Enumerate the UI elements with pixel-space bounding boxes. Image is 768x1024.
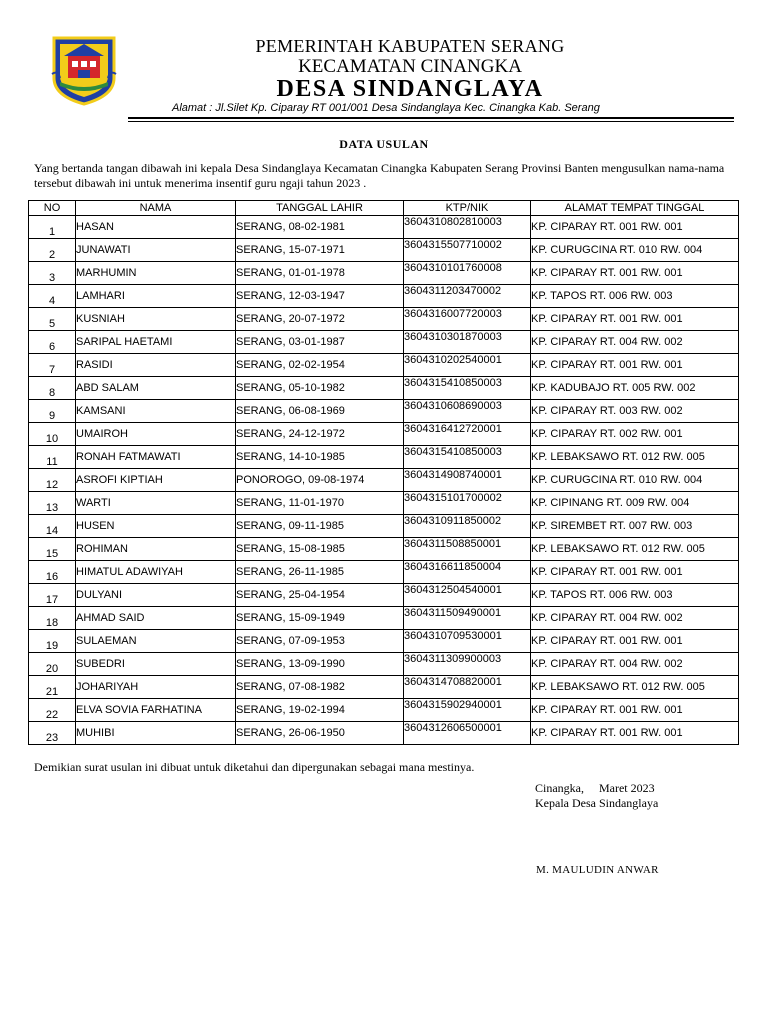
header-address: Alamat : Jl.Silet Kp. Ciparay RT 001/001 Desa Sindanglaya Kec. Cinangka Kab. Serang xyxy=(172,102,600,114)
cell-tanggal-lahir: SERANG, 19-02-1994 xyxy=(236,699,404,722)
document-title: DATA USULAN xyxy=(339,137,429,151)
signature-place-date: Cinangka, Maret 2023 xyxy=(535,781,655,795)
column-header-ktp-nik: KTP/NIK xyxy=(404,201,531,216)
cell-nama: ROHIMAN xyxy=(76,538,236,561)
table-row xyxy=(29,377,739,400)
cell-tanggal-lahir: SERANG, 25-04-1954 xyxy=(236,584,404,607)
table-row xyxy=(29,469,739,492)
column-header-nama: NAMA xyxy=(76,201,236,216)
cell-no: 18 xyxy=(29,607,76,630)
table-row xyxy=(29,699,739,722)
cell-no: 5 xyxy=(29,308,76,331)
cell-ktp-nik: 3604311203470002 xyxy=(404,285,531,308)
cell-nama: ELVA SOVIA FARHATINA xyxy=(76,699,236,722)
cell-tanggal-lahir: SERANG, 26-06-1950 xyxy=(236,722,404,745)
table-row xyxy=(29,423,739,446)
cell-nama: LAMHARI xyxy=(76,285,236,308)
cell-nama: HIMATUL ADAWIYAH xyxy=(76,561,236,584)
cell-ktp-nik: 3604315101700002 xyxy=(404,492,531,515)
table-row xyxy=(29,216,739,239)
cell-alamat: KP. CIPARAY RT. 001 RW. 001 xyxy=(531,354,739,377)
cell-no: 22 xyxy=(29,699,76,722)
table-row xyxy=(29,676,739,699)
cell-tanggal-lahir: SERANG, 15-09-1949 xyxy=(236,607,404,630)
column-header-alamat: ALAMAT TEMPAT TINGGAL xyxy=(531,201,739,216)
cell-alamat: KP. CIPINANG RT. 009 RW. 004 xyxy=(531,492,739,515)
cell-no: 13 xyxy=(29,492,76,515)
cell-no: 8 xyxy=(29,377,76,400)
signature-block xyxy=(535,781,658,811)
cell-no: 4 xyxy=(29,285,76,308)
recipient-table xyxy=(28,200,739,745)
cell-alamat: KP. CIPARAY RT. 001 RW. 001 xyxy=(531,630,739,653)
cell-nama: RONAH FATMAWATI xyxy=(76,446,236,469)
cell-nama: SULAEMAN xyxy=(76,630,236,653)
table-row xyxy=(29,239,739,262)
cell-no: 10 xyxy=(29,423,76,446)
cell-nama: KAMSANI xyxy=(76,400,236,423)
cell-no: 6 xyxy=(29,331,76,354)
regency-crest-icon xyxy=(48,34,120,106)
cell-nama: RASIDI xyxy=(76,354,236,377)
cell-tanggal-lahir: SERANG, 14-10-1985 xyxy=(236,446,404,469)
cell-nama: MARHUMIN xyxy=(76,262,236,285)
cell-nama: DULYANI xyxy=(76,584,236,607)
header-divider-thin xyxy=(128,121,734,122)
cell-tanggal-lahir: SERANG, 11-01-1970 xyxy=(236,492,404,515)
cell-tanggal-lahir: SERANG, 06-08-1969 xyxy=(236,400,404,423)
cell-no: 23 xyxy=(29,722,76,745)
cell-ktp-nik: 3604312606500001 xyxy=(404,722,531,745)
cell-nama: HUSEN xyxy=(76,515,236,538)
cell-nama: WARTI xyxy=(76,492,236,515)
cell-no: 11 xyxy=(29,446,76,469)
cell-tanggal-lahir: SERANG, 09-11-1985 xyxy=(236,515,404,538)
cell-ktp-nik: 3604315507710002 xyxy=(404,239,531,262)
table-row xyxy=(29,538,739,561)
cell-ktp-nik: 3604310802810003 xyxy=(404,216,531,239)
cell-ktp-nik: 3604312504540001 xyxy=(404,584,531,607)
cell-nama: ASROFI KIPTIAH xyxy=(76,469,236,492)
cell-ktp-nik: 3604316007720003 xyxy=(404,308,531,331)
cell-ktp-nik: 3604314708820001 xyxy=(404,676,531,699)
column-header-tanggal-lahir: TANGGAL LAHIR xyxy=(236,201,404,216)
cell-no: 20 xyxy=(29,653,76,676)
cell-ktp-nik: 3604316611850004 xyxy=(404,561,531,584)
table-row xyxy=(29,492,739,515)
cell-alamat: KP. CIPARAY RT. 001 RW. 001 xyxy=(531,262,739,285)
header-district-line: KECAMATAN CINANGKA xyxy=(298,56,522,77)
cell-alamat: KP. CIPARAY RT. 001 RW. 001 xyxy=(531,308,739,331)
table-row xyxy=(29,630,739,653)
cell-no: 21 xyxy=(29,676,76,699)
cell-alamat: KP. CIPARAY RT. 002 RW. 001 xyxy=(531,423,739,446)
table-header-row xyxy=(29,201,739,216)
cell-no: 19 xyxy=(29,630,76,653)
cell-nama: AHMAD SAID xyxy=(76,607,236,630)
cell-nama: SARIPAL HAETAMI xyxy=(76,331,236,354)
header-divider xyxy=(128,117,734,119)
cell-nama: KUSNIAH xyxy=(76,308,236,331)
cell-alamat: KP. CURUGCINA RT. 010 RW. 004 xyxy=(531,239,739,262)
signer-name: M. MAULUDIN ANWAR xyxy=(536,864,659,876)
cell-tanggal-lahir: PONOROGO, 09-08-1974 xyxy=(236,469,404,492)
table-row xyxy=(29,561,739,584)
signature-position: Kepala Desa Sindanglaya xyxy=(535,796,659,810)
header-village-line: DESA SINDANGLAYA xyxy=(276,76,544,102)
cell-alamat: KP. SIREMBET RT. 007 RW. 003 xyxy=(531,515,739,538)
cell-ktp-nik: 3604315902940001 xyxy=(404,699,531,722)
cell-no: 17 xyxy=(29,584,76,607)
cell-tanggal-lahir: SERANG, 12-03-1947 xyxy=(236,285,404,308)
table-row xyxy=(29,400,739,423)
cell-nama: ABD SALAM xyxy=(76,377,236,400)
cell-alamat: KP. KADUBAJO RT. 005 RW. 002 xyxy=(531,377,739,400)
cell-alamat: KP. CIPARAY RT. 001 RW. 001 xyxy=(531,216,739,239)
cell-ktp-nik: 3604314908740001 xyxy=(404,469,531,492)
cell-tanggal-lahir: SERANG, 07-09-1953 xyxy=(236,630,404,653)
cell-alamat: KP. TAPOS RT. 006 RW. 003 xyxy=(531,285,739,308)
cell-tanggal-lahir: SERANG, 02-02-1954 xyxy=(236,354,404,377)
cell-no: 7 xyxy=(29,354,76,377)
cell-tanggal-lahir: SERANG, 13-09-1990 xyxy=(236,653,404,676)
cell-nama: HASAN xyxy=(76,216,236,239)
cell-alamat: KP. LEBAKSAWO RT. 012 RW. 005 xyxy=(531,538,739,561)
cell-ktp-nik: 3604311309900003 xyxy=(404,653,531,676)
cell-ktp-nik: 3604311509490001 xyxy=(404,607,531,630)
column-header-no: NO xyxy=(29,201,76,216)
cell-no: 1 xyxy=(29,216,76,239)
cell-ktp-nik: 3604310301870003 xyxy=(404,331,531,354)
cell-tanggal-lahir: SERANG, 24-12-1972 xyxy=(236,423,404,446)
cell-alamat: KP. CIPARAY RT. 004 RW. 002 xyxy=(531,653,739,676)
cell-ktp-nik: 3604310911850002 xyxy=(404,515,531,538)
cell-alamat: KP. LEBAKSAWO RT. 012 RW. 005 xyxy=(531,446,739,469)
table-body xyxy=(29,216,739,745)
cell-nama: JOHARIYAH xyxy=(76,676,236,699)
table-row xyxy=(29,285,739,308)
table-row xyxy=(29,584,739,607)
cell-tanggal-lahir: SERANG, 20-07-1972 xyxy=(236,308,404,331)
cell-tanggal-lahir: SERANG, 01-01-1978 xyxy=(236,262,404,285)
cell-ktp-nik: 3604310709530001 xyxy=(404,630,531,653)
cell-alamat: KP. LEBAKSAWO RT. 012 RW. 005 xyxy=(531,676,739,699)
cell-nama: JUNAWATI xyxy=(76,239,236,262)
table-row xyxy=(29,308,739,331)
cell-tanggal-lahir: SERANG, 15-07-1971 xyxy=(236,239,404,262)
cell-nama: MUHIBI xyxy=(76,722,236,745)
cell-tanggal-lahir: SERANG, 07-08-1982 xyxy=(236,676,404,699)
cell-alamat: KP. CIPARAY RT. 001 RW. 001 xyxy=(531,561,739,584)
cell-no: 15 xyxy=(29,538,76,561)
cell-nama: SUBEDRI xyxy=(76,653,236,676)
cell-tanggal-lahir: SERANG, 05-10-1982 xyxy=(236,377,404,400)
table-row xyxy=(29,653,739,676)
intro-paragraph: Yang bertanda tangan dibawah ini kepala Desa Sindanglaya Kecamatan Cinangka Kabupaten Serang Provinsi Banten mengusulkan nama-nama tersebut dibawah ini untuk menerima insentif guru ngaji tahun 2023 . xyxy=(34,161,725,190)
cell-nama: UMAIROH xyxy=(76,423,236,446)
cell-tanggal-lahir: SERANG, 26-11-1985 xyxy=(236,561,404,584)
cell-no: 12 xyxy=(29,469,76,492)
cell-ktp-nik: 3604310202540001 xyxy=(404,354,531,377)
table-row xyxy=(29,515,739,538)
cell-no: 3 xyxy=(29,262,76,285)
table-row xyxy=(29,354,739,377)
cell-ktp-nik: 3604310608690003 xyxy=(404,400,531,423)
table-row xyxy=(29,331,739,354)
cell-no: 9 xyxy=(29,400,76,423)
cell-no: 16 xyxy=(29,561,76,584)
cell-ktp-nik: 3604310101760008 xyxy=(404,262,531,285)
header-government-line: PEMERINTAH KABUPATEN SERANG xyxy=(255,36,565,56)
closing-statement: Demikian surat usulan ini dibuat untuk diketahui dan dipergunakan sebagai mana mestinya. xyxy=(34,760,475,774)
cell-tanggal-lahir: SERANG, 15-08-1985 xyxy=(236,538,404,561)
cell-tanggal-lahir: SERANG, 08-02-1981 xyxy=(236,216,404,239)
cell-alamat: KP. TAPOS RT. 006 RW. 003 xyxy=(531,584,739,607)
cell-ktp-nik: 3604315410850003 xyxy=(404,377,531,400)
cell-tanggal-lahir: SERANG, 03-01-1987 xyxy=(236,331,404,354)
cell-alamat: KP. CIPARAY RT. 001 RW. 001 xyxy=(531,699,739,722)
cell-ktp-nik: 3604316412720001 xyxy=(404,423,531,446)
cell-alamat: KP. CURUGCINA RT. 010 RW. 004 xyxy=(531,469,739,492)
cell-alamat: KP. CIPARAY RT. 003 RW. 002 xyxy=(531,400,739,423)
cell-alamat: KP. CIPARAY RT. 004 RW. 002 xyxy=(531,607,739,630)
cell-ktp-nik: 3604315410850003 xyxy=(404,446,531,469)
table-row xyxy=(29,262,739,285)
table-row xyxy=(29,446,739,469)
cell-alamat: KP. CIPARAY RT. 004 RW. 002 xyxy=(531,331,739,354)
table-row xyxy=(29,607,739,630)
cell-alamat: KP. CIPARAY RT. 001 RW. 001 xyxy=(531,722,739,745)
cell-ktp-nik: 3604311508850001 xyxy=(404,538,531,561)
table-row xyxy=(29,722,739,745)
cell-no: 14 xyxy=(29,515,76,538)
cell-no: 2 xyxy=(29,239,76,262)
